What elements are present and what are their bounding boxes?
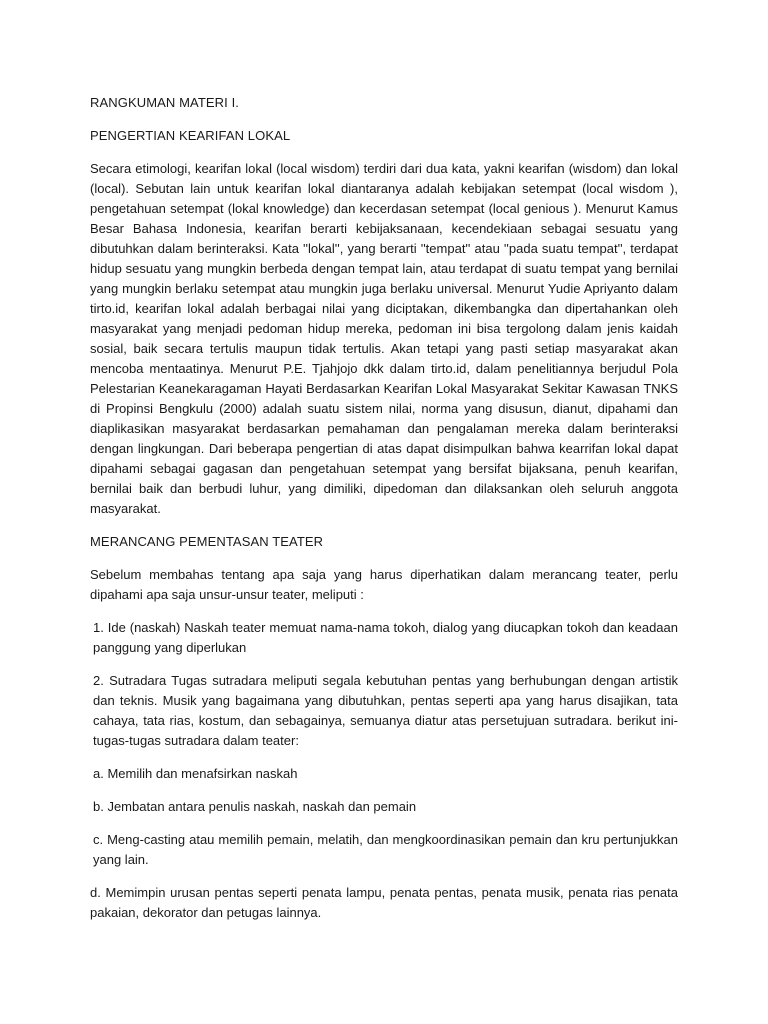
list-item-ide-naskah: 1. Ide (naskah) Naskah teater memuat nama-nama tokoh, dialog yang diucapkan tokoh dan keadaan panggung yang diperlukan	[93, 620, 678, 655]
section-heading-kearifan-lokal: PENGERTIAN KEARIFAN LOKAL	[90, 128, 291, 143]
paragraph-teater-intro: Sebelum membahas tentang apa saja yang harus diperhatikan dalam merancang teater, perlu dipahami apa saja unsur-unsur teater, meliputi :	[90, 567, 678, 602]
section-heading-pementasan-teater: MERANCANG PEMENTASAN TEATER	[90, 534, 324, 549]
paragraph-kearifan-lokal: Secara etimologi, kearifan lokal (local wisdom) terdiri dari dua kata, yakni kearifan (wisdom) dan lokal (local). Sebutan lain untuk kearifan lokal diantaranya adalah kebijakan setempat (local wisdom ), pengetahuan setempat (lokal knowledge) dan kecerdasan setempat (local genious ). Menurut Kamus Besar Bahasa Indonesia, kearifan berarti kebijaksanaan, kecendekiaan sebagai sesuatu yang dibutuhkan dalam berinteraksi. Kata ''lokal'', yang berarti ''tempat'' atau ''pada suatu tempat'', terdapat hidup sesuatu yang mungkin berbeda dengan tempat lain, atau terdapat di suatu tempat yang bernilai yang mungkin berlaku setempat atau mungkin juga berlaku universal. Menurut Yudie Apriyanto dalam tirto.id, kearifan lokal adalah berbagai nilai yang diciptakan, dikembangka dan dipertahankan oleh masyarakat yang menjadi pedoman hidup mereka, pedoman ini bisa tergolong dalam jenis kaidah sosial, baik secara tertulis maupun tidak tertulis. Akan tetapi yang pasti setiap masyarakat akan mencoba mentaatinya. Menurut P.E. Tjahjojo dkk dalam tirto.id, dalam penelitiannya berjudul Pola Pelestarian Keanekaragaman Hayati Berdasarkan Kearifan Lokal Masyarakat Sekitar Kawasan TNKS di Propinsi Bengkulu (2000) adalah suatu sistem nilai, norma yang disusun, dianut, dipahami dan diaplikasikan masyarakat berdasarkan pemahaman dan pengalaman mereka dalam berinteraksi dengan lingkungan. Dari beberapa pengertian di atas dapat disimpulkan bahwa kearrifan lokal dapat dipahami sebagai gagasan dan pengetahuan setempat yang bersifat bijaksana, penuh kearifan, bernilai baik dan berbudi luhur, yang dimiliki, dipedoman dan dilaksankan oleh seluruh anggota masyarakat.	[90, 161, 678, 516]
document-title: RANGKUMAN MATERI I.	[90, 95, 240, 110]
sub-item-d: d. Memimpin urusan pentas seperti penata lampu, penata pentas, penata musik, penata rias penata pakaian, dekorator dan petugas lainnya.	[90, 885, 678, 920]
sub-item-c: c. Meng-casting atau memilih pemain, melatih, dan mengkoordinasikan pemain dan kru pertunjukkan yang lain.	[93, 832, 678, 867]
sub-item-a: a. Memilih dan menafsirkan naskah	[93, 766, 298, 781]
document-body	[90, 93, 678, 936]
list-item-sutradara: 2. Sutradara Tugas sutradara meliputi segala kebutuhan pentas yang berhubungan dengan artistik dan teknis. Musik yang bagaimana yang dibutuhkan, pentas seperti apa yang harus disajikan, tata cahaya, tata rias, kostum, dan sebagainya, semuanya diatur atas persetujuan sutradara. berikut ini-tugas-tugas sutradara dalam teater:	[93, 673, 678, 748]
sub-item-b: b. Jembatan antara penulis naskah, naskah dan pemain	[93, 799, 417, 814]
